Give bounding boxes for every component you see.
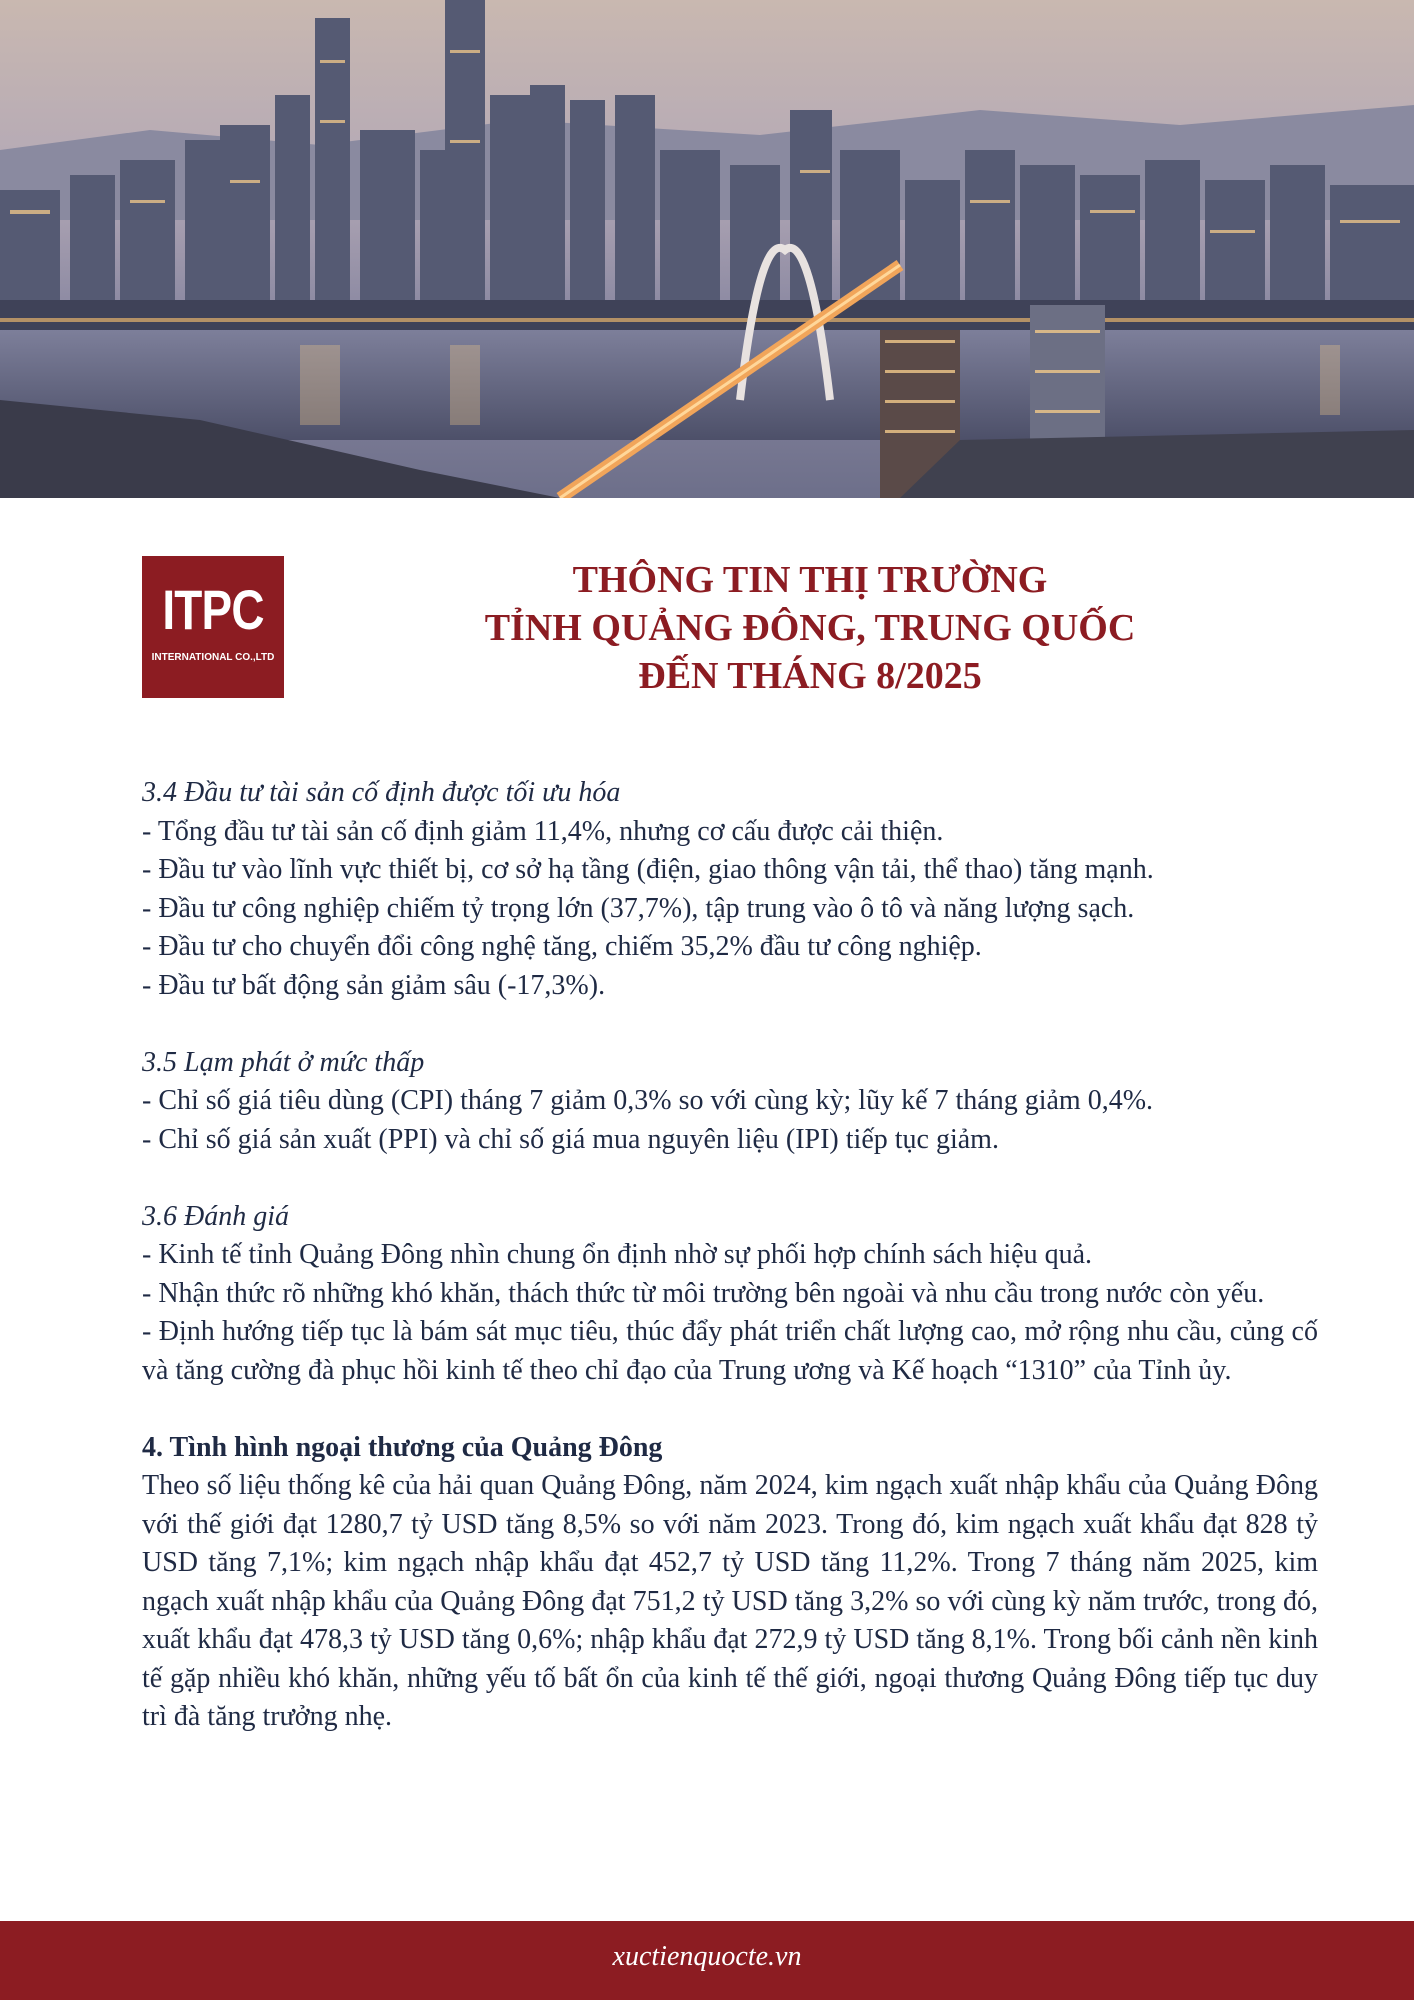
- section-title: 3.6 Đánh giá: [142, 1200, 289, 1232]
- title-line-3: ĐẾN THÁNG 8/2025: [638, 655, 982, 697]
- footer-bar: [0, 1921, 1414, 2000]
- list-item: - Đầu tư vào lĩnh vực thiết bị, cơ sở hạ tầng (điện, giao thông vận tải, thể thao) tăng mạnh.: [142, 854, 1154, 885]
- list-item: - Chỉ số giá tiêu dùng (CPI) tháng 7 giảm 0,3% so với cùng kỳ; lũy kế 7 tháng giảm 0,4%.: [142, 1085, 1154, 1116]
- section-4: [142, 1429, 1318, 1737]
- list-item: - Đầu tư bất động sản giảm sâu (-17,3%).: [142, 969, 606, 1001]
- article-body: [142, 774, 1318, 1737]
- list-item: - Đầu tư cho chuyển đổi công nghệ tăng, chiếm 35,2% đầu tư công nghiệp.: [142, 931, 982, 962]
- section-paragraph: Theo số liệu thống kê của hải quan Quảng Đông, năm 2024, kim ngạch xuất nhập khẩu của Quảng Đông với thế giới đạt 1280,7 tỷ USD tăng 8,5% so với năm 2023. Trong đó, kim ngạch xuất khẩu đạt 828 tỷ USD tăng 7,1%; kim ngạch nhập khẩu đạt 452,7 tỷ USD tăng 11,2%. Trong 7 tháng năm 2025, kim ngạch xuất nhập khẩu của Quảng Đông đạt 751,2 tỷ USD tăng 3,2% so với cùng kỳ năm trước, trong đó, xuất khẩu đạt 478,3 tỷ USD tăng 0,6%; nhập khẩu đạt 272,9 tỷ USD tăng 8,1%. Trong bối cảnh nền kinh tế gặp nhiều khó khăn, những yếu tố bất ổn của kinh tế thế giới, ngoại thương Quảng Đông tiếp tục duy trì đà tăng trưởng nhẹ.: [142, 1470, 1318, 1732]
- section-3-4: [142, 774, 1318, 1005]
- section-title: 3.4 Đầu tư tài sản cố định được tối ưu hóa: [142, 777, 621, 808]
- list-item: - Kinh tế tỉnh Quảng Đông nhìn chung ổn định nhờ sự phối hợp chính sách hiệu quả.: [142, 1239, 1093, 1270]
- footer-website-link[interactable]: xuctienquocte.vn: [612, 1941, 802, 1972]
- title-line-1: THÔNG TIN THỊ TRƯỜNG: [572, 559, 1048, 601]
- list-item: - Tổng đầu tư tài sản cố định giảm 11,4%, nhưng cơ cấu được cải thiện.: [142, 815, 944, 847]
- page-title: [390, 556, 1230, 700]
- itpc-logo: [142, 556, 284, 698]
- hero-city-photo: [0, 0, 1414, 498]
- section-3-5: [142, 1044, 1318, 1160]
- list-item: - Định hướng tiếp tục là bám sát mục tiêu, thúc đẩy phát triển chất lượng cao, mở rộng nhu cầu, củng cố và tăng cường đà phục hồi kinh tế theo chỉ đạo của Trung ương và Kế hoạch “1310” của Tỉnh ủy.: [142, 1316, 1318, 1386]
- section-title: 3.5 Lạm phát ở mức thấp: [142, 1046, 425, 1078]
- city-skyline-illustration: [0, 0, 1414, 498]
- list-item: - Đầu tư công nghiệp chiếm tỷ trọng lớn (37,7%), tập trung vào ô tô và năng lượng sạch.: [142, 892, 1135, 924]
- list-item: - Nhận thức rõ những khó khăn, thách thức từ môi trường bên ngoài và nhu cầu trong nước còn yếu.: [142, 1277, 1265, 1309]
- section-heading: 4. Tình hình ngoại thương của Quảng Đông: [142, 1431, 663, 1463]
- logo-subtitle: INTERNATIONAL CO.,LTD: [151, 652, 275, 663]
- logo-wordmark: ITPC: [162, 578, 264, 641]
- section-3-6: [142, 1198, 1318, 1391]
- list-item: - Chỉ số giá sản xuất (PPI) và chỉ số giá mua nguyên liệu (IPI) tiếp tục giảm.: [142, 1123, 999, 1155]
- title-line-2: TỈNH QUẢNG ĐÔNG, TRUNG QUỐC: [484, 607, 1136, 649]
